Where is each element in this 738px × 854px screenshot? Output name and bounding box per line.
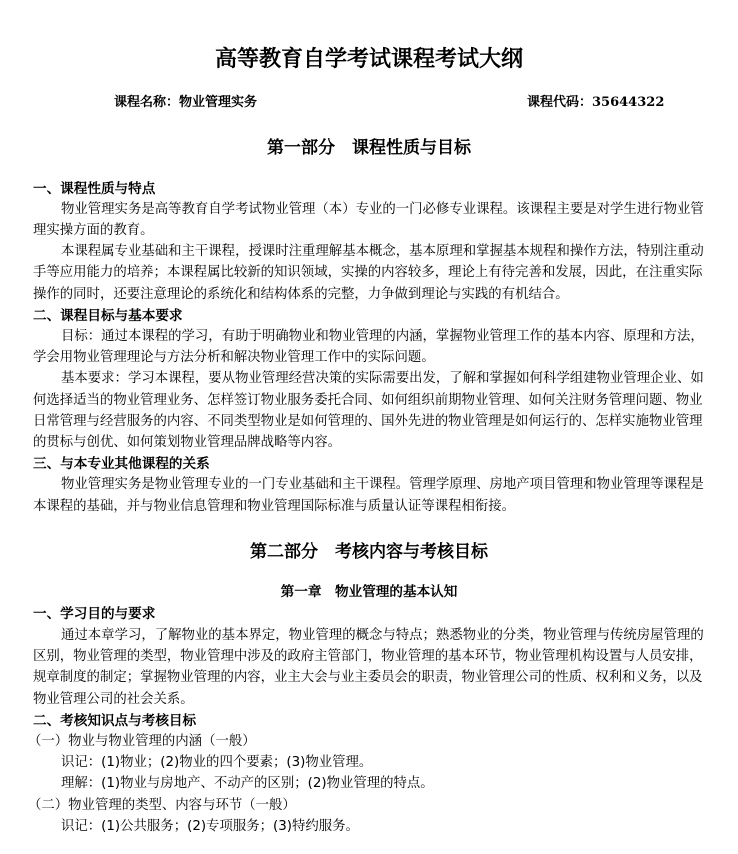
paragraph-line: 手等应用能力的培养；本课程属比较新的知识领域，实操的内容较多，理论上有待完善和发展，因此，在注重实际: [33, 265, 703, 280]
outline-item: （二）物业管理的类型、内容与环节（一般）: [28, 798, 296, 813]
paragraph-line: 基本要求：学习本课程，要从物业管理经营决策的实际需要出发，了解和掌握如何科学组建物业管理企业、如: [61, 371, 704, 386]
paragraph-line: 规章制度的制定；掌握物业管理的内容，业主大会与业主委员会的职责，物业管理公司的性质、权利和义务，以及: [33, 670, 703, 685]
paragraph-line: 目标：通过本课程的学习，有助于明确物业和物业管理的内涵，掌握物业管理工作的基本内容、原理和方法，: [61, 329, 704, 344]
paragraph-line: 本课程的基础，并与物业信息管理和物业管理国际标准与质量认证等课程相衔接。: [33, 499, 516, 514]
outline-subitem: 识记：(1)物业；(2)物业的四个要素；(3)物业管理。: [61, 755, 373, 770]
section-heading: 一、学习目的与要求: [33, 606, 156, 622]
course-code: 课程代码：35644322: [527, 95, 665, 110]
paragraph-line: 物业管理实务是高等教育自学考试物业管理（本）专业的一门必修专业课程。该课程主要是对学生进行物业管: [61, 202, 704, 217]
part1-title: 第一部分 课程性质与目标: [267, 138, 471, 158]
outline-subitem: 识记：(1)公共服务；(2)专项服务；(3)特约服务。: [61, 819, 359, 834]
part2-title: 第二部分 考核内容与考核目标: [250, 542, 488, 562]
chapter-title: 第一章 物业管理的基本认知: [280, 584, 458, 600]
paragraph-line: 理实操方面的教育。: [33, 223, 154, 238]
paragraph-line: 操作的同时，还要注意理论的系统化和结构体系的完整，力争做到理论与实践的有机结合。: [33, 287, 569, 302]
section-heading: 三、与本专业其他课程的关系: [33, 456, 210, 472]
paragraph-line: 的贯标与创优、如何策划物业管理品牌战略等内容。: [33, 435, 341, 450]
paragraph-line: 本课程属专业基础和主干课程，授课时注重理解基本概念，基本原理和掌握基本规程和操作方法，特别注重动: [61, 244, 704, 259]
section-heading: 一、课程性质与特点: [33, 181, 156, 197]
outline-item: （一）物业与物业管理的内涵（一般）: [28, 734, 256, 749]
section-heading: 二、课程目标与基本要求: [33, 308, 183, 324]
paragraph-line: 何选择适当的物业管理业务、怎样签订物业服务委托合同、如何组织前期物业管理、如何关注财务管理问题、物业: [33, 393, 703, 408]
paragraph-line: 通过本章学习，了解物业的基本界定，物业管理的概念与特点；熟悉物业的分类，物业管理与传统房屋管理的: [61, 628, 704, 643]
paragraph-line: 日常管理与经营服务的内容、不同类型物业是如何管理的、国外先进的物业管理是如何运行的、怎样实施物业管理: [33, 414, 703, 429]
paragraph-line: 学会用物业管理理论与方法分析和解决物业管理工作中的实际问题。: [33, 350, 435, 365]
section-heading: 二、考核知识点与考核目标: [33, 713, 197, 729]
outline-subitem: 理解：(1)物业与房地产、不动产的区别；(2)物业管理的特点。: [61, 776, 434, 791]
document-title: 高等教育自学考试课程考试大纲: [214, 46, 523, 72]
paragraph-line: 物业管理公司的社会关系。: [33, 692, 194, 707]
paragraph-line: 物业管理实务是物业管理专业的一门专业基础和主干课程。管理学原理、房地产项目管理和物业管理等课程是: [61, 477, 704, 492]
course-name: 课程名称：物业管理实务: [114, 95, 258, 110]
paragraph-line: 区别，物业管理的类型，物业管理中涉及的政府主管部门，物业管理的基本环节，物业管理机构设置与人员安排，: [33, 649, 703, 664]
